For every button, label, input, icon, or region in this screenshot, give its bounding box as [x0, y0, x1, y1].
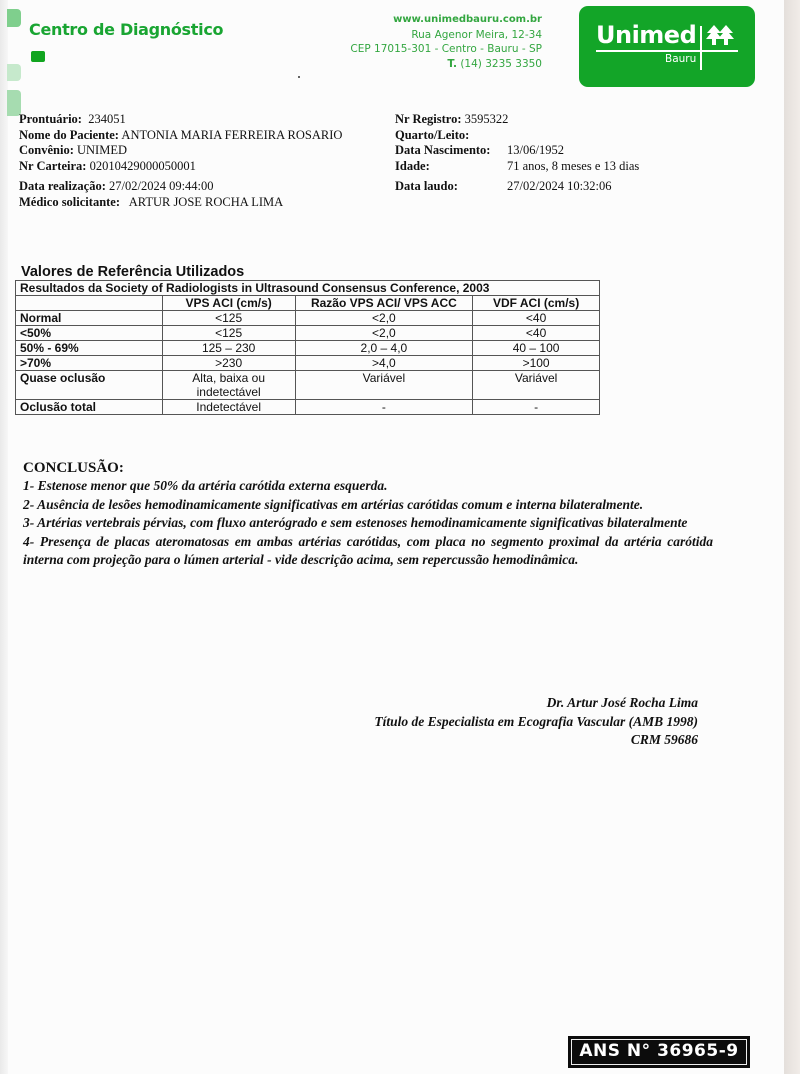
medico-row [19, 195, 342, 211]
contact-block [350, 13, 542, 71]
prontuario-value: 234051 [88, 112, 126, 126]
cell-vdf: >100 [473, 356, 600, 371]
row-label: <50% [16, 326, 163, 341]
page-right-edge [784, 0, 800, 1074]
decorative-tab [7, 64, 21, 81]
patient-info-left [19, 112, 342, 210]
cell-ratio: >4,0 [295, 356, 473, 371]
cell-vdf: Variável [473, 371, 600, 400]
cell-ratio: 2,0 – 4,0 [295, 341, 473, 356]
doctor-crm: CRM 59686 [630, 732, 698, 747]
website-link[interactable]: www.unimedbauru.com.br [393, 14, 542, 25]
scan-speck [298, 76, 300, 78]
logo-divider [596, 50, 738, 52]
cell-vps: >230 [162, 356, 295, 371]
address-line2: CEP 17015-301 - Centro - Bauru - SP [350, 43, 542, 55]
column-header: VPS ACI (cm/s) [162, 296, 295, 311]
data-laudo-value: 27/02/2024 10:32:06 [507, 179, 612, 193]
unimed-logo [579, 6, 755, 87]
cell-ratio: Variável [295, 371, 473, 400]
data-laudo-label: Data laudo: [395, 179, 458, 193]
cell-vdf: <40 [473, 311, 600, 326]
logo-city: Bauru [665, 53, 697, 65]
patient-info-right [395, 112, 639, 195]
cell-vps: <125 [162, 326, 295, 341]
idade-label: Idade: [395, 158, 430, 173]
column-header: VDF ACI (cm/s) [473, 296, 600, 311]
brand-square-icon [31, 51, 45, 62]
table-caption: Resultados da Society of Radiologists in Ultrasound Consensus Conference, 2003 [16, 281, 600, 296]
registro-row [395, 112, 639, 128]
logo-wordmark: Unimed [596, 21, 697, 49]
conclusion-item: 2- Ausência de lesões hemodinamicamente significativas em artérias carótidas comum e interna bilateralmente. [23, 496, 644, 512]
table-row [16, 326, 600, 341]
row-label: Oclusão total [16, 400, 163, 415]
page-left-edge [0, 0, 8, 1074]
table-row [16, 371, 600, 400]
table-caption-row [16, 281, 600, 296]
table-row [16, 356, 600, 371]
patient-name-value: ANTONIA MARIA FERREIRA ROSARIO [121, 127, 343, 142]
convenio-value: UNIMED [77, 143, 127, 157]
table-row [16, 311, 600, 326]
column-header [16, 296, 163, 311]
decorative-tab [7, 9, 21, 27]
cell-vps-line1: Alta, baixa ou [192, 371, 265, 385]
cell-vdf: 40 – 100 [473, 341, 600, 356]
nascimento-value: 13/06/1952 [507, 143, 564, 157]
registro-value: 3595322 [464, 112, 509, 126]
patient-name-row [19, 128, 342, 144]
unimed-tree-icon [705, 23, 735, 47]
row-label: >70% [16, 356, 163, 371]
conclusion-item: 1- Estenose menor que 50% da artéria carótida externa esquerda. [23, 478, 388, 493]
convenio-label: Convênio: [19, 143, 74, 157]
cell-vps: <125 [162, 311, 295, 326]
cell-vps [162, 371, 295, 400]
data-laudo-row [395, 179, 639, 195]
center-name: Centro de Diagnóstico [29, 20, 224, 39]
logo-divider [700, 26, 702, 70]
carteira-row [19, 159, 342, 175]
cell-vps-line2: indetectável [196, 385, 261, 399]
row-label: 50% - 69% [16, 341, 163, 356]
phone-line [350, 57, 542, 72]
row-label: Normal [16, 311, 163, 326]
medico-label: Médico solicitante: [19, 194, 121, 209]
ans-badge [568, 1036, 750, 1068]
conclusion-heading: CONCLUSÃO: [23, 460, 124, 476]
row-label: Quase oclusão [16, 371, 163, 400]
phone-prefix: T. [447, 57, 457, 70]
medico-value: ARTUR JOSE ROCHA LIMA [128, 194, 284, 209]
reference-table [15, 280, 600, 415]
conclusion-list [23, 477, 713, 570]
prontuario-label: Prontuário: [19, 112, 82, 126]
cell-vdf: <40 [473, 326, 600, 341]
data-realizacao-label: Data realização: [19, 179, 106, 193]
idade-row [395, 159, 639, 175]
column-header: Razão VPS ACI/ VPS ACC [295, 296, 473, 311]
reference-title: Valores de Referência Utilizados [21, 264, 245, 280]
nascimento-row [395, 143, 639, 159]
quarto-label: Quarto/Leito: [395, 127, 470, 142]
doctor-name: Dr. Artur José Rocha Lima [546, 695, 698, 710]
prontuario-row [19, 112, 342, 128]
doctor-title: Título de Especialista em Ecografia Vascular (AMB 1998) [374, 713, 698, 729]
conclusion-item: 4- Presença de placas ateromatosas em ambas artérias carótidas, com placa no segmento proximal da artéria carótida interna com projeção para o lúmen arterial - vide descrição acima, sem repercussão hemodinâmica. [23, 533, 713, 567]
cell-vdf: - [473, 400, 600, 415]
table-row [16, 400, 600, 415]
cell-vps: 125 – 230 [162, 341, 295, 356]
registro-label: Nr Registro: [395, 112, 462, 126]
cell-ratio: - [295, 400, 473, 415]
quarto-row [395, 128, 639, 144]
idade-value: 71 anos, 8 meses e 13 dias [507, 158, 640, 173]
phone-number: (14) 3235 3350 [460, 57, 542, 70]
carteira-value: 02010429000050001 [89, 158, 196, 173]
table-row [16, 341, 600, 356]
address-line1: Rua Agenor Meira, 12-34 [411, 28, 542, 41]
table-header-row [16, 296, 600, 311]
data-realizacao-value: 27/02/2024 09:44:00 [109, 179, 214, 193]
signature-block [374, 694, 698, 750]
nascimento-label: Data Nascimento: [395, 143, 491, 157]
patient-name-label: Nome do Paciente: [19, 127, 119, 142]
convenio-row [19, 143, 342, 159]
data-realizacao-row [19, 179, 342, 195]
carteira-label: Nr Carteira: [19, 158, 87, 173]
ans-number: ANS N° 36965-9 [571, 1039, 747, 1065]
cell-vps: Indetectável [162, 400, 295, 415]
cell-ratio: <2,0 [295, 311, 473, 326]
cell-ratio: <2,0 [295, 326, 473, 341]
conclusion-item: 3- Artérias vertebrais pérvias, com fluxo anterógrado e sem estenoses hemodinamicamente significativas bilateralmente [23, 515, 688, 530]
